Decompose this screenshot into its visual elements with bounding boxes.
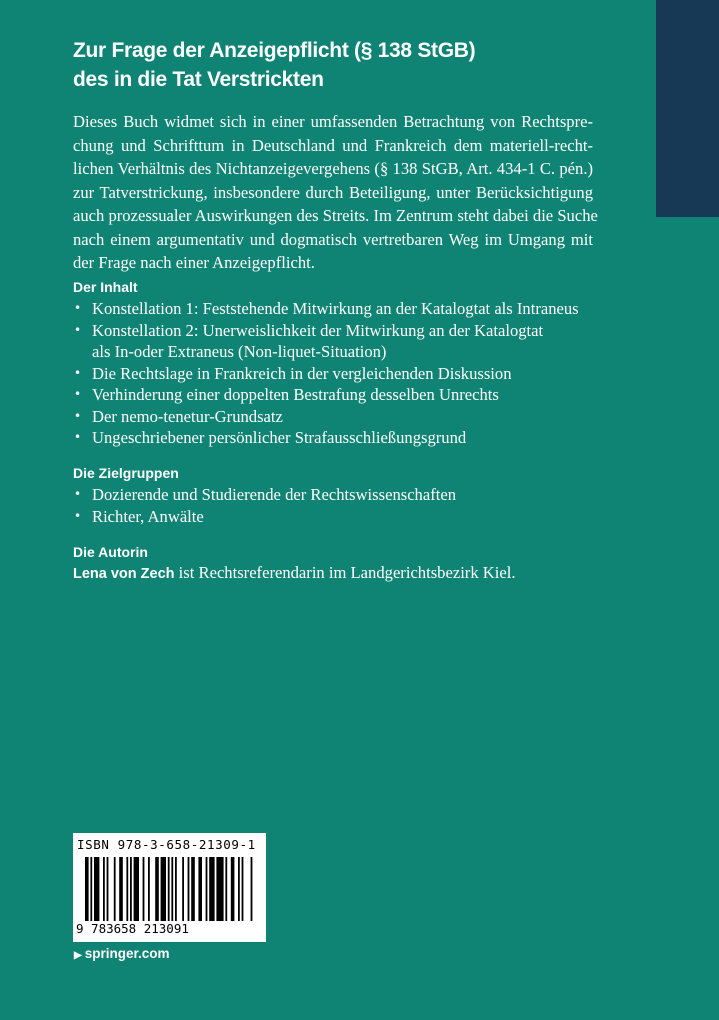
barcode-digits: 9 783658 213091 [76,921,189,936]
list-item: • Richter, Anwälte [74,506,204,526]
barcode-bar [155,857,159,921]
intro-line: der Frage nach einer Anzeigepflicht. [73,253,315,272]
list-item: • Konstellation 2: Unerweislichkeit der Mitwirkung an der Katalogtat [74,320,544,340]
intro-paragraph [73,110,598,275]
barcode-bar [126,857,128,921]
barcode-bar [175,857,177,921]
zielgruppen-list [73,484,633,527]
author-name: Lena von Zech [73,566,175,582]
section-heading: Die Autorin [73,544,148,560]
barcode-bar [171,857,173,921]
intro-line: zur Tatverstrickung, insbesondere durch Beteiligung, unter Berücksichtigung [73,182,593,202]
list-item: • Dozierende und Studierende der Rechtswissenschaften [74,485,457,504]
bullet-icon: • [74,408,82,423]
barcode-bar [119,857,123,921]
list-item: • Ungeschriebener persönlicher Strafausschließungsgrund [74,428,467,447]
section-inhalt [73,277,633,449]
barcode-bar [103,857,105,921]
title-line: des in die Tat Verstrickten [73,68,324,91]
corner-color-block [656,0,719,217]
bullet-icon: • [74,487,82,501]
barcode-bar [188,857,190,921]
list-item-continuation: als In-oder Extraneus (Non-liquet-Situation) [92,342,387,361]
barcode-bar [231,857,235,921]
section-heading: Die Zielgruppen [73,465,179,481]
barcode-bar [209,857,214,921]
barcode-bar [216,857,223,921]
barcode-bar [85,857,89,921]
inhalt-list [73,298,633,449]
publisher-link[interactable] [74,946,169,961]
bullet-icon: • [74,508,82,523]
bullet-icon: • [74,365,82,380]
barcode-bar [198,857,202,921]
section-heading: Der Inhalt [73,279,138,295]
barcode-bar [94,857,99,921]
list-item: • Der nemo-tenetur-Grundsatz [74,406,283,426]
barcode-bar [238,857,240,921]
arrow-right-icon: ▶ [74,950,82,961]
barcode-bar [182,857,184,921]
intro-line: chung und Schrifttum in Deutschland und Frankreich dem materiell-recht- [73,135,593,155]
bullet-icon: • [74,301,82,315]
book-title [73,36,633,94]
barcode-bar [114,857,116,921]
bullet-icon: • [74,430,82,444]
barcode-bar [206,857,208,921]
barcode-bar [130,857,132,921]
intro-line: Dieses Buch widmet sich in einer umfassenden Betrachtung von Rechtspre- [73,112,593,131]
barcode-bar [107,857,109,921]
intro-line: lichen Verhältnis des Nichtanzeigevergehens (§ 138 StGB, Art. 434-1 C. pén.) [73,159,593,178]
publisher-url: springer.com [84,946,170,961]
barcode-bar [242,857,244,921]
section-autorin [73,542,633,585]
list-item: • Die Rechtslage in Frankreich in der vergleichenden Diskussion [74,363,512,383]
bullet-icon: • [74,387,82,401]
barcode-bar [251,857,253,921]
isbn-barcode [73,833,266,942]
section-zielgruppen [73,463,633,527]
barcode-bar [225,857,227,921]
barcode-bar [148,857,150,921]
barcode-bar [191,857,195,921]
barcode-bar [134,857,139,921]
author-description: ist Rechtsreferendarin im Landgerichtsbezirk Kiel. [174,563,516,582]
barcode-bars [85,857,257,921]
bullet-icon: • [74,322,82,337]
list-item: • Verhinderung einer doppelten Bestrafung desselben Unrechts [74,385,499,404]
title-line: Zur Frage der Anzeigepflicht (§ 138 StGB) [73,39,476,62]
barcode-bar [168,857,170,921]
author-bio [73,562,633,585]
barcode-bar [161,857,166,921]
intro-line: auch prozessualer Auswirkungen des Streits. Im Zentrum steht dabei die Suche [73,206,598,225]
barcode-bar [143,857,145,921]
list-item: • Konstellation 1: Feststehende Mitwirkung an der Katalogtat als Intraneus [74,299,579,318]
isbn-label: ISBN 978-3-658-21309-1 [77,837,256,852]
intro-line: nach einem argumentativ und dogmatisch vertretbaren Weg im Umgang mit [73,229,593,249]
barcode-bar [90,857,92,921]
